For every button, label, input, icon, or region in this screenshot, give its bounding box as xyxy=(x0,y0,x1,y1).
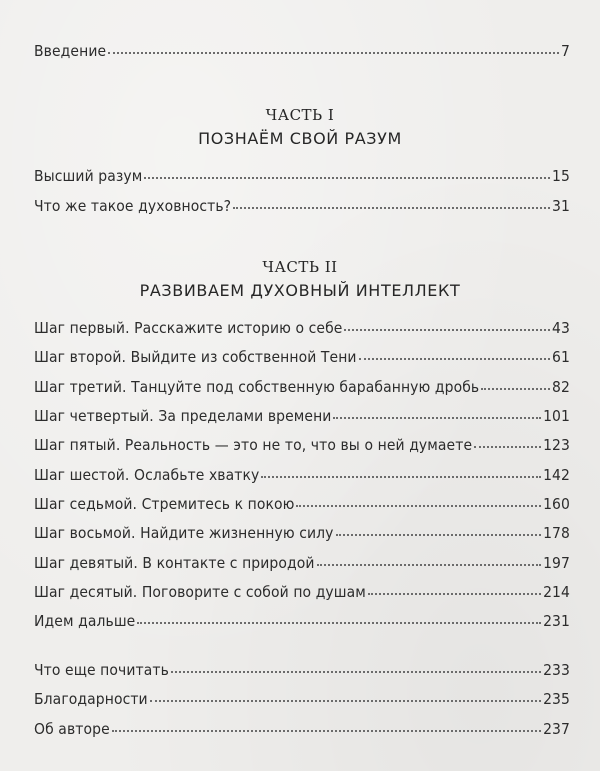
toc-entry-label: Шаг первый. Расскажите историю о себе xyxy=(34,319,343,337)
toc-entry-label: Что же такое духовность? xyxy=(34,197,232,215)
toc-entry-label: Высший разум xyxy=(34,167,143,185)
toc-entry[interactable] xyxy=(34,466,570,490)
dot-leader xyxy=(150,699,541,702)
toc-entry[interactable] xyxy=(34,436,570,460)
dot-leader xyxy=(344,328,550,331)
toc-entry-label: Шаг восьмой. Найдите жизненную силу xyxy=(34,524,334,542)
dot-leader xyxy=(108,51,559,54)
dot-leader xyxy=(336,533,542,536)
toc-page-number: 82 xyxy=(552,378,570,396)
dot-leader xyxy=(112,729,541,732)
part-label: ЧАСТЬ I xyxy=(265,106,335,124)
toc-entry[interactable] xyxy=(34,554,570,578)
dot-leader xyxy=(137,621,541,624)
toc-entry-label: Шаг шестой. Ослабьте хватку xyxy=(34,466,260,484)
toc-page-number: 237 xyxy=(543,720,570,738)
dot-leader xyxy=(368,592,541,595)
toc-page-number: 235 xyxy=(543,690,570,708)
toc-page-number: 7 xyxy=(561,42,570,60)
part-label: ЧАСТЬ II xyxy=(262,258,338,276)
toc-entry-label: Шаг второй. Выйдите из собственной Тени xyxy=(34,348,357,366)
toc-entry[interactable] xyxy=(34,524,570,548)
toc-page-number: 31 xyxy=(552,197,570,215)
toc-entry-label: Шаг третий. Танцуйте под собственную барабанную дробь xyxy=(34,378,480,396)
toc-entry-label: Шаг седьмой. Стремитесь к покою xyxy=(34,495,295,513)
dot-leader xyxy=(144,176,550,179)
part-title: РАЗВИВАЕМ ДУХОВНЫЙ ИНТЕЛЛЕКТ xyxy=(139,281,461,300)
toc-page-number: 233 xyxy=(543,661,570,679)
toc-entry[interactable] xyxy=(34,407,570,431)
dot-leader xyxy=(261,475,541,478)
toc-entry[interactable] xyxy=(34,495,570,519)
dot-leader xyxy=(317,563,542,566)
toc-page-number: 160 xyxy=(543,495,570,513)
toc-entry[interactable] xyxy=(34,661,570,685)
toc-entry-label: Шаг десятый. Поговорите с собой по душам xyxy=(34,583,366,601)
toc-entry[interactable] xyxy=(34,612,570,636)
toc-entry-label: Шаг четвертый. За пределами времени xyxy=(34,407,332,425)
toc-entry-label: Введение xyxy=(34,42,107,60)
dot-leader xyxy=(481,387,550,390)
toc-entry-label: Шаг девятый. В контакте с природой xyxy=(34,554,315,572)
dot-leader xyxy=(233,206,550,209)
toc-entry[interactable] xyxy=(34,720,570,744)
toc-entry-label: Об авторе xyxy=(34,720,110,738)
dot-leader xyxy=(171,670,541,673)
dot-leader xyxy=(359,357,550,360)
part-title: ПОЗНАЁМ СВОЙ РАЗУМ xyxy=(198,129,402,148)
toc-page-number: 197 xyxy=(543,554,570,572)
toc-entry-label: Идем дальше xyxy=(34,612,136,630)
toc-page-number: 231 xyxy=(543,612,570,630)
dot-leader xyxy=(296,504,541,507)
toc-page-number: 178 xyxy=(543,524,570,542)
toc-page-number: 61 xyxy=(552,348,570,366)
toc-entry[interactable] xyxy=(34,348,570,372)
dot-leader xyxy=(333,416,541,419)
toc-entry[interactable] xyxy=(34,319,570,343)
toc-page-number: 142 xyxy=(543,466,570,484)
toc-entry[interactable] xyxy=(34,378,570,402)
toc-entry[interactable] xyxy=(34,197,570,221)
toc-entry[interactable] xyxy=(34,167,570,191)
dot-leader xyxy=(474,445,541,448)
toc-page-number: 15 xyxy=(552,167,570,185)
toc-entry-intro[interactable] xyxy=(34,42,570,66)
toc-entry[interactable] xyxy=(34,690,570,714)
toc-entry-label: Что еще почитать xyxy=(34,661,169,679)
toc-page-number: 123 xyxy=(543,436,570,454)
toc-entry[interactable] xyxy=(34,583,570,607)
toc-page-number: 101 xyxy=(543,407,570,425)
toc-entry-label: Благодарности xyxy=(34,690,148,708)
toc-page-number: 43 xyxy=(552,319,570,337)
toc-page-number: 214 xyxy=(543,583,570,601)
toc-entry-label: Шаг пятый. Реальность — это не то, что вы о ней думаете xyxy=(34,436,473,454)
